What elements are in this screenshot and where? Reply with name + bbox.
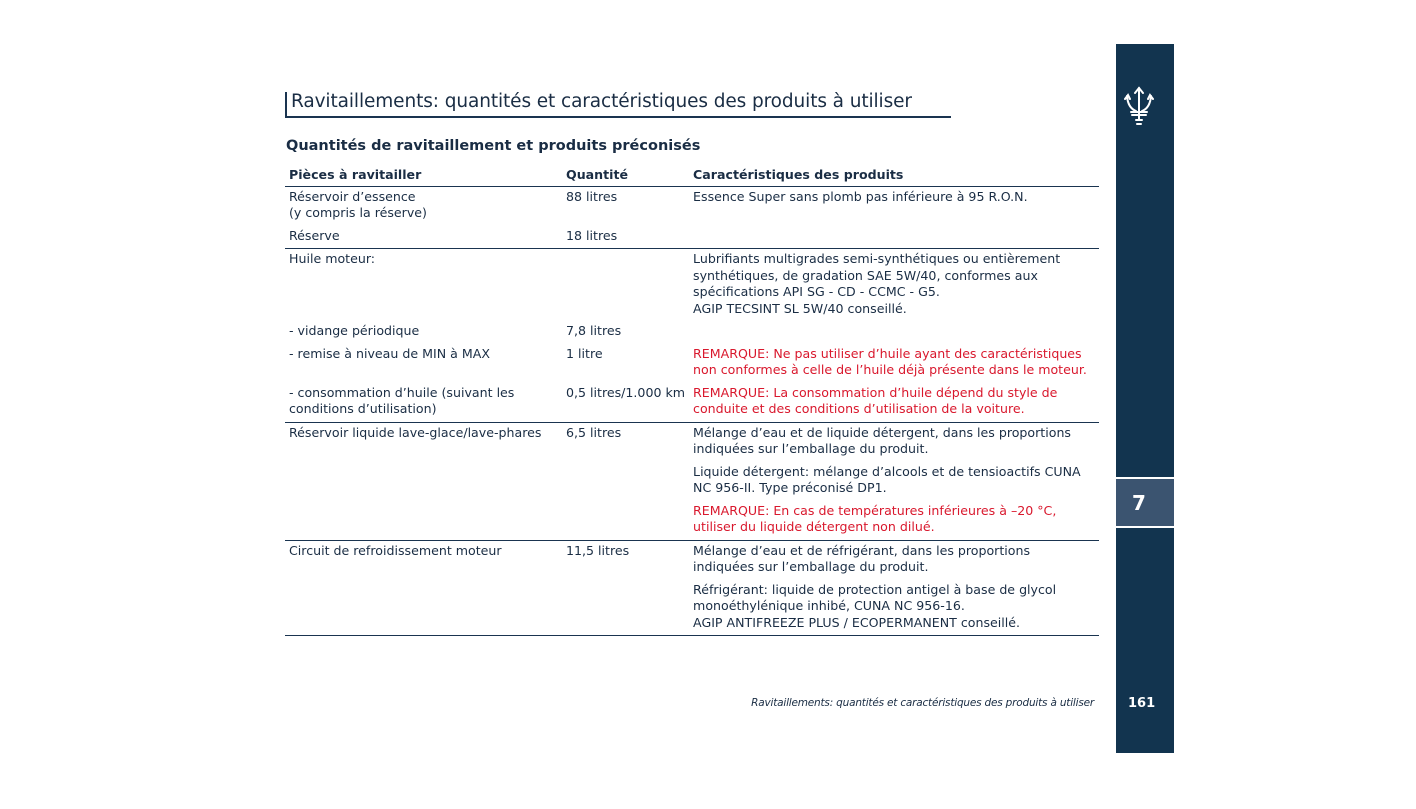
column-header-quantity: Quantité (562, 166, 689, 186)
column-header-specs: Caractéristiques des produits (689, 166, 1099, 186)
part-cell: Huile moteur: (285, 249, 562, 322)
table-row (285, 422, 1099, 540)
column-header-parts: Pièces à ravitailler (285, 166, 562, 186)
specs-cell (689, 344, 1099, 383)
remark-note: REMARQUE: Ne pas utiliser d’huile ayant des caractéristiques non conformes à celle de l’huile déjà présente dans le moteur. (693, 345, 1087, 377)
quantity-cell: 6,5 litres (562, 422, 689, 540)
chapter-sidebar (1116, 44, 1174, 753)
running-footer: Ravitaillements: quantités et caractéristiques des produits à utiliser (751, 697, 1094, 709)
part-cell: Réservoir d’essence (y compris la réserve) (289, 188, 427, 220)
part-cell: - remise à niveau de MIN à MAX (289, 345, 490, 361)
specs-cell (689, 422, 1099, 540)
spec-text: Liquide détergent: mélange d’alcools et de tensioactifs CUNA NC 956-II. Type préconisé DP1. (693, 463, 1081, 495)
spec-text: Lubrifiants multigrades semi-synthétiques ou entièrement synthétiques, de gradation SAE 5W/40, conformes aux spécifications API SG - CD - CCMC - G5. AGIP TECSINT SL 5W/40 conseillé. (693, 251, 1061, 316)
table-row (285, 540, 1099, 636)
table-header-row (285, 166, 1099, 186)
remark-note: REMARQUE: La consommation d’huile dépend du style de conduite et des conditions d’utilisation de la voiture. (693, 384, 1058, 416)
trident-logo-icon (1124, 86, 1154, 128)
quantity-cell: 1 litre (566, 345, 603, 361)
table-row (285, 226, 1099, 249)
page-number: 161 (1128, 696, 1156, 711)
table-row (285, 249, 1099, 322)
page-title-frame (285, 92, 951, 118)
section-subtitle: Quantités de ravitaillement et produits préconisés (286, 138, 701, 154)
chapter-tab[interactable] (1116, 477, 1174, 528)
quantity-cell: 18 litres (566, 227, 618, 243)
specs-cell (689, 226, 1099, 249)
quantity-cell: 11,5 litres (562, 540, 689, 636)
table-row (285, 344, 1099, 383)
part-cell: - consommation d’huile (suivant les conditions d’utilisation) (289, 384, 515, 416)
quantity-cell: 88 litres (566, 188, 618, 204)
chapter-number: 7 (1132, 491, 1146, 515)
part-cell: Réserve (289, 227, 340, 243)
specs-cell (689, 186, 1099, 226)
table-row (285, 186, 1099, 226)
part-cell: Réservoir liquide lave-glace/lave-phares (285, 422, 562, 540)
table-row (285, 383, 1099, 423)
part-cell: - vidange périodique (289, 323, 420, 338)
remark-note: REMARQUE: En cas de températures inférieures à –20 °C, utiliser du liquide détergent non dilué. (693, 502, 1057, 534)
table-row (285, 321, 1099, 344)
spec-text: Mélange d’eau et de réfrigérant, dans les proportions indiquées sur l’emballage du produit. (693, 542, 1031, 574)
spec-text: Essence Super sans plomb pas inférieure à 95 R.O.N. (693, 188, 1028, 204)
spec-text: Mélange d’eau et de liquide détergent, dans les proportions indiquées sur l’emballage du produit. (693, 424, 1071, 456)
specs-cell (689, 321, 1099, 344)
specs-cell (689, 540, 1099, 636)
refuelling-table (285, 166, 1099, 636)
part-cell: Circuit de refroidissement moteur (285, 540, 562, 636)
specs-cell (689, 249, 1099, 322)
spec-text: Réfrigérant: liquide de protection antigel à base de glycol monoéthylénique inhibé, CUNA NC 956-16. AGIP ANTIFREEZE PLUS / ECOPERMANENT conseillé. (693, 581, 1057, 630)
page-title: Ravitaillements: quantités et caractéristiques des produits à utiliser (291, 91, 912, 112)
quantity-cell: 7,8 litres (566, 323, 622, 338)
quantity-cell: 0,5 litres/1.000 km (566, 384, 686, 400)
quantity-cell (562, 249, 689, 322)
specs-cell (689, 383, 1099, 423)
